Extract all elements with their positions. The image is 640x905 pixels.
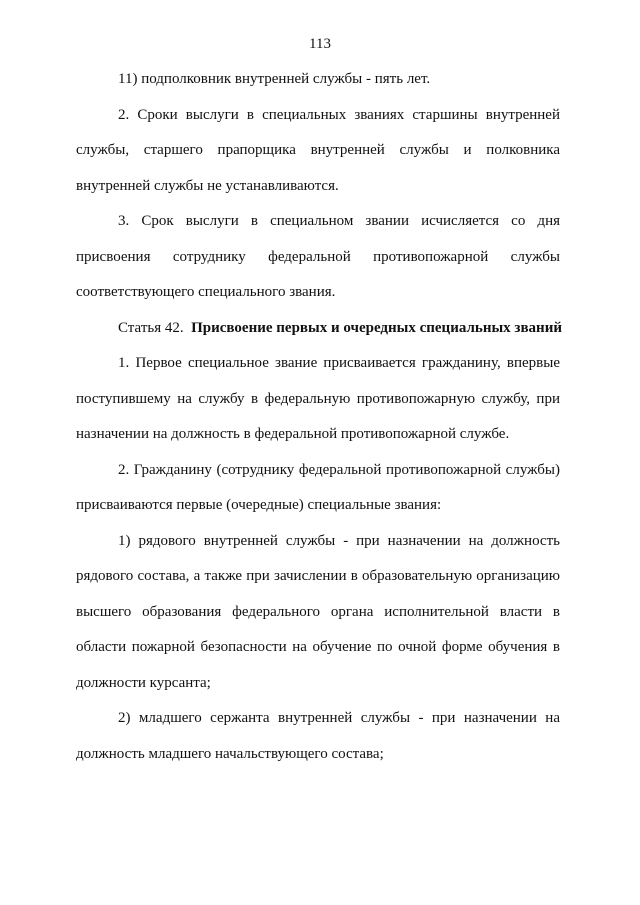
paragraph-service-terms-not-set: 2. Сроки выслуги в специальных званиях старшины внутренней службы, старшего прапорщика внутренней службы и полковника внутренней службы не устанавливаются. <box>76 106 560 194</box>
document-body <box>76 62 560 772</box>
article-heading <box>76 311 560 347</box>
paragraph-ranks-assigned: 2. Гражданину (сотруднику федеральной противопожарной службы) присваиваются первые (очередные) специальные звания: <box>76 461 560 513</box>
article-label: Статья 42. <box>118 319 184 336</box>
paragraph-first-rank: 1. Первое специальное звание присваивается гражданину, впервые поступившему на службу в федеральную противопожарную службу, при назначении на должность в федеральной противопожарной службе. <box>76 355 560 442</box>
page-number: 113 <box>309 36 331 52</box>
paragraph-junior-sergeant-rank: 2) младшего сержанта внутренней службы - при назначении на должность младшего начальствующего состава; <box>76 710 560 762</box>
paragraph-private-rank: 1) рядового внутренней службы - при назначении на должность рядового состава, а также при зачислении в образовательную организацию высшего образования федерального органа исполнительной власти в области пожарной безопасности на обучение по очной форме обучения в должности курсанта; <box>76 532 560 691</box>
paragraph-service-term-calculation: 3. Срок выслуги в специальном звании исчисляется со дня присвоения сотруднику федеральной противопожарной службы соответствующего специального звания. <box>76 213 560 300</box>
article-title: Присвоение первых и очередных специальных званий <box>191 319 562 336</box>
paragraph-rank-item-11: 11) подполковник внутренней службы - пять лет. <box>118 71 431 87</box>
